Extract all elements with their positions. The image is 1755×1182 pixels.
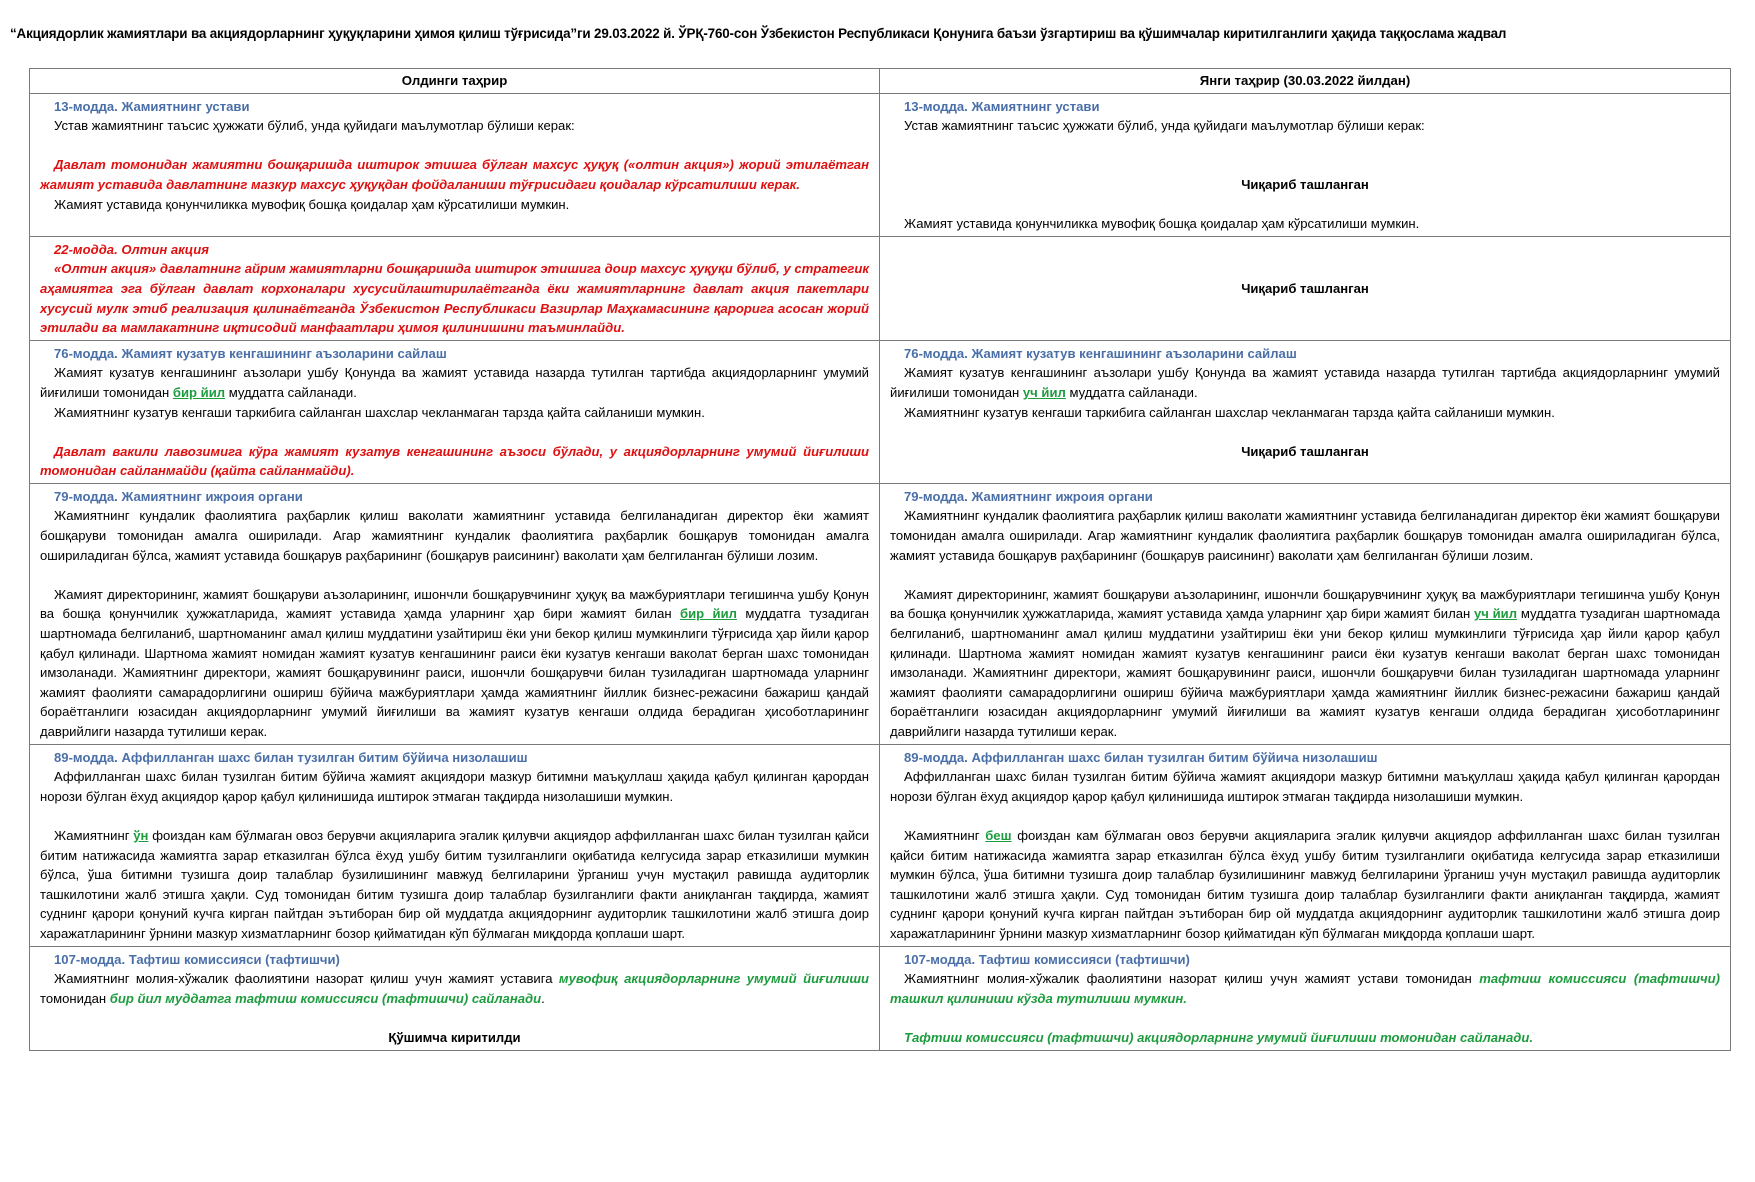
article-heading: 22-модда. Олтин акция	[54, 241, 209, 257]
article-heading: 89-модда. Аффилланган шахс билан тузилган битим бўйича низолашиш	[904, 749, 1378, 765]
header-new-edition: Янги таҳрир (30.03.2022 йилдан)	[880, 69, 1731, 94]
paragraph: Аффилланган шахс билан тузилган битим бўйича жамият акциядори мазкур битимни маъқуллаш ҳақида қабул қилинган қарордан норози бўлган ёхуд акциядор қарор қабул қилинишида иштирок этмаган тақдирда низолашиши мумкин.	[40, 769, 869, 804]
article-heading: 79-модда. Жамиятнинг ижроия органи	[904, 488, 1153, 504]
added-text: Тафтиш комиссияси (тафтишчи) акциядорларнинг умумий йиғилиши томонидан сайланади.	[904, 1029, 1533, 1045]
paragraph: Жамият кузатув кенгашининг аъзолари ушбу Қонунда ва жамият уставида назарда тутилган тартибда акциядорларнинг умумий йиғилиши томонидан бир йил муддатга сайланади.	[40, 365, 869, 400]
changed-text-old: бир йил муддатга тафтиш комиссияси (тафтишчи) сайланади	[109, 990, 542, 1006]
paragraph: Жамиятнинг молия-хўжалик фаолиятини назорат қилиш учун жамият устави томонидан тафтиш комиссияси (тафтишчи) ташкил қилиниши кўзда тутилиши мумкин.	[890, 971, 1720, 1006]
paragraph: Жамият уставида қонунчиликка мувофиқ бошқа қоидалар ҳам кўрсатилиши мумкин.	[904, 216, 1420, 232]
paragraph: Жамиятнинг кундалик фаолиятига раҳбарлик қилиш ваколати жамиятнинг уставида белгиланадиган директор ёки жамият бошқаруви томонидан амалга оширилади. Агар жамиятнинг кундалик фаолиятига раҳбарлик бошқарув томонидан амалга ошириладиган бўлса, жамият уставида бошқарув раҳбарининг (бошқарув раисининг) ваколати ҳам белгиланган бўлиши лозим.	[890, 508, 1720, 563]
table-row	[30, 236, 1731, 340]
paragraph: Жамиятнинг ўн фоиздан кам бўлмаган овоз берувчи акцияларига эгалик қилувчи акциядор аффилланган шахс билан тузилган қайси битим натижасида жамиятга зарар етказилган бўлса ёхуд ушбу битим тузилганлиги оқибатида келгусида зарар етказилиши мумкин бўлса, ўша битимни тузишга доир талаблар бузилишининг мавжуд белгиларини ўрганиш учун мустақил равишда аудиторлик ташкилотини жалб этишга ҳақли. Суд томонидан битим тузишга доир талаблар бузилганлиги факти аниқланган тақдирда, жамият суднинг қарори қонуний кучга кирган пайтдан эътиборан бир ой муддатда акциядорнинг аудиторлик ташкилотини жалб этишга доир харажатларининг ўрнини мазкур хизматларнинг бозор қийматидан кўп бўлмаган миқдорда қоплаши шарт.	[40, 827, 870, 941]
old-cell	[30, 340, 880, 483]
table-row	[30, 340, 1731, 483]
changed-term-old: ўн	[133, 827, 149, 843]
changed-term-new: беш	[985, 827, 1012, 843]
table-row	[30, 93, 1731, 236]
article-heading: 76-модда. Жамият кузатув кенгашининг аъзоларини сайлаш	[54, 345, 447, 361]
new-cell	[880, 236, 1731, 340]
new-cell	[880, 340, 1731, 483]
removed-text: «Олтин акция» давлатнинг айрим жамиятларни бошқаришда иштирок этишига доир махсус ҳуқуқи бўлиб, у стратегик аҳамиятга эга бўлган давлат корхоналари хусусийлаштирилаётганда ёки жамиятларнинг давлат акция пакетлари хусусий мулк этиб реализация қилинаётганда Ўзбекистон Республикаси Вазирлар Маҳкамасининг қарорига асосан жорий этилади ва мамлакатнинг иқтисодий манфаатлари ҳимоя қилинишини таъминлайди.	[40, 261, 869, 336]
paragraph: Аффилланган шахс билан тузилган битим бўйича жамият акциядори мазкур битимни маъқуллаш ҳақида қабул қилинган қарордан норози бўлган ёхуд акциядор қарор қабул қилинишида иштирок этмаган тақдирда низолашиши мумкин.	[890, 769, 1720, 804]
article-heading: 13-модда. Жамиятнинг устави	[54, 98, 250, 114]
article-heading: 89-модда. Аффилланган шахс билан тузилган битим бўйича низолашиш	[54, 749, 528, 765]
paragraph: Жамият кузатув кенгашининг аъзолари ушбу Қонунда ва жамият уставида назарда тутилган тартибда акциядорларнинг умумий йиғилиши томонидан уч йил муддатга сайланади.	[890, 365, 1720, 400]
article-heading: 13-модда. Жамиятнинг устави	[904, 98, 1100, 114]
added-label: Қўшимча киритилди	[388, 1029, 521, 1045]
old-cell	[30, 483, 880, 744]
paragraph: Жамиятнинг кундалик фаолиятига раҳбарлик қилиш ваколати жамиятнинг уставида белгиланадиган директор ёки жамият бошқаруви томонидан амалга оширилади. Агар жамиятнинг кундалик фаолиятига раҳбарлик бошқарув томонидан амалга ошириладиган бўлса, жамият уставида бошқарув раҳбарининг (бошқарув раисининг) ваколати ҳам белгиланган бўлиши лозим.	[40, 508, 869, 563]
removed-label: Чиқариб ташланган	[1241, 443, 1369, 459]
paragraph: Жамиятнинг кузатув кенгаши таркибига сайланган шахслар чекланмаган тарзда қайта сайланиши мумкин.	[904, 404, 1555, 420]
old-cell	[30, 946, 880, 1050]
paragraph: Жамиятнинг молия-хўжалик фаолиятини назорат қилиш учун жамият уставига мувофиқ акциядорларнинг умумий йиғилиши томонидан бир йил муддатга тафтиш комиссияси (тафтишчи) сайланади.	[40, 971, 870, 1006]
old-cell	[30, 744, 880, 946]
article-heading: 76-модда. Жамият кузатув кенгашининг аъзоларини сайлаш	[904, 345, 1297, 361]
removed-label: Чиқариб ташланган	[1241, 280, 1369, 296]
paragraph: Устав жамиятнинг таъсис ҳужжати бўлиб, унда қуйидаги маълумотлар бўлиши керак:	[904, 118, 1425, 134]
comparison-table	[29, 68, 1731, 1051]
article-heading: 107-модда. Тафтиш комиссияси (тафтишчи)	[904, 951, 1190, 967]
old-cell	[30, 236, 880, 340]
changed-term-old: бир йил	[172, 384, 226, 400]
old-cell	[30, 93, 880, 236]
new-cell	[880, 483, 1731, 744]
paragraph: Жамият директорининг, жамият бошқаруви аъзоларининг, ишончли бошқарувчининг ҳуқуқ ва мажбуриятлари тегишинча ушбу Қонун ва бошқа қонунчилик ҳужжатларида, жамият уставида ҳамда уларнинг ҳар бири жамият билан уч йил муддатга тузадиган шартномада белгиланиб, шартноманинг амал қилиш муддатини узайтириш ёки уни бекор қилиш мумкинлиги тўғрисида ҳар йили қарор қабул қилинади. Шартнома жамият номидан жамият кузатув кенгашининг раиси ёки кузатув кенгаши ваколат берган шахс томонидан имзоланади. Жамиятнинг директори, жамият бошқарувининг раиси, ишончли бошқарувчи билан тузиладиган шартномада уларнинг жамият фаолияти самарадорлигини ошириш бўйича мажбуриятлари ҳамда жамиятнинг йиллик бизнес-режасини бажариш қандай бораётганлиги юзасидан акциядорларнинг умумий йиғилиши ва жамият кузатув кенгаши олдида берадиган ҳисоботларининг даврийлиги назарда тутилиши керак.	[890, 586, 1721, 739]
article-heading: 79-модда. Жамиятнинг ижроия органи	[54, 488, 303, 504]
paragraph: Жамиятнинг кузатув кенгаши таркибига сайланган шахслар чекланмаган тарзда қайта сайланиши мумкин.	[54, 404, 705, 420]
paragraph: Жамият директорининг, жамият бошқаруви аъзоларининг, ишончли бошқарувчининг ҳуқуқ ва мажбуриятлари тегишинча ушбу Қонун ва бошқа қонунчилик ҳужжатларида, жамият уставида ҳамда уларнинг ҳар бири жамият билан бир йил муддатга тузадиган шартномада белгиланиб, шартноманинг амал қилиш муддатини узайтириш ёки уни бекор қилиш мумкинлиги тўғрисида ҳар йили қарор қабул қилинади. Шартнома жамият номидан жамият кузатув кенгашининг раиси ёки кузатув кенгаши ваколат берган шахс томонидан имзоланади. Жамиятнинг директори, жамият бошқарувининг раиси, ишончли бошқарувчи билан тузиладиган шартномада уларнинг жамият фаолияти самарадорлигини ошириш бўйича мажбуриятлари ҳамда жамиятнинг йиллик бизнес-режасини бажариш қандай бораётганлиги юзасидан акциядорларнинг умумий йиғилиши ва жамият кузатув кенгаши олдида берадиган ҳисоботларининг даврийлиги назарда тутилиши керак.	[40, 586, 869, 739]
table-row	[30, 744, 1731, 946]
table-row	[30, 946, 1731, 1050]
paragraph: Жамиятнинг беш фоиздан кам бўлмаган овоз берувчи акцияларига эгалик қилувчи акциядор аффилланган шахс билан тузилган қайси битим натижасида жамиятга зарар етказилган бўлса ёхуд ушбу битим тузилганлиги оқибатида келгусида зарар етказилиши мумкин бўлса, ўша битимни тузишга доир талаблар бузилишининг мавжуд белгиларини ўрганиш учун мустақил равишда аудиторлик ташкилотини жалб этишга ҳақли. Суд томонидан битим тузишга доир талаблар бузилганлиги факти аниқланган тақдирда, жамият суднинг қарори қонуний кучга кирган пайтдан эътиборан бир ой муддатда акциядорнинг аудиторлик ташкилотини жалб этишга доир харажатларининг ўрнини мазкур хизматларнинг бозор қийматидан кўп бўлмаган миқдорда қоплаши шарт.	[890, 827, 1720, 941]
header-old-edition: Олдинги таҳрир	[30, 69, 880, 94]
document-title: “Акциядорлик жамиятлари ва акциядорларнинг ҳуқуқларини ҳимоя қилиш тўғрисида”ги 29.03.2022 й. ЎРҚ-760-сон Ўзбекистон Республикаси Қонунига баъзи ўзгартириш ва қўшимчалар киритилганлиги ҳақида таққослама жадвал	[10, 26, 1507, 41]
changed-term-new: уч йил	[1474, 606, 1518, 622]
removed-label: Чиқариб ташланган	[1241, 176, 1369, 192]
removed-text: Давлат томонидан жамиятни бошқаришда иштирок этишга бўлган махсус ҳуқуқ («олтин акция») жорий этилаётган жамият уставида давлатнинг мазкур махсус ҳуқуқдан фойдаланиши тўғрисидаги қоидалар кўрсатилиши керак.	[40, 157, 869, 192]
paragraph: Устав жамиятнинг таъсис ҳужжати бўлиб, унда қуйидаги маълумотлар бўлиши керак:	[54, 118, 575, 134]
article-heading: 107-модда. Тафтиш комиссияси (тафтишчи)	[54, 951, 340, 967]
header-row	[30, 69, 1731, 94]
new-cell	[880, 93, 1731, 236]
changed-text-old: мувофиқ акциядорларнинг умумий йиғилиши	[558, 971, 870, 987]
changed-term-new: уч йил	[1022, 384, 1066, 400]
paragraph: Жамият уставида қонунчиликка мувофиқ бошқа қоидалар ҳам кўрсатилиши мумкин.	[54, 196, 570, 212]
removed-text: Давлат вакили лавозимига кўра жамият кузатув кенгашининг аъзоси бўлади, у акциядорларнинг умумий йиғилиши томонидан сайланмайди (қайта сайланмайди).	[40, 443, 869, 479]
changed-text-new: тафтиш комиссияси (тафтишчи) ташкил қилиниши кўзда тутилиши мумкин.	[890, 971, 1720, 1006]
table-row	[30, 483, 1731, 744]
changed-term-old: бир йил	[680, 606, 737, 622]
new-cell	[880, 744, 1731, 946]
new-cell	[880, 946, 1731, 1050]
